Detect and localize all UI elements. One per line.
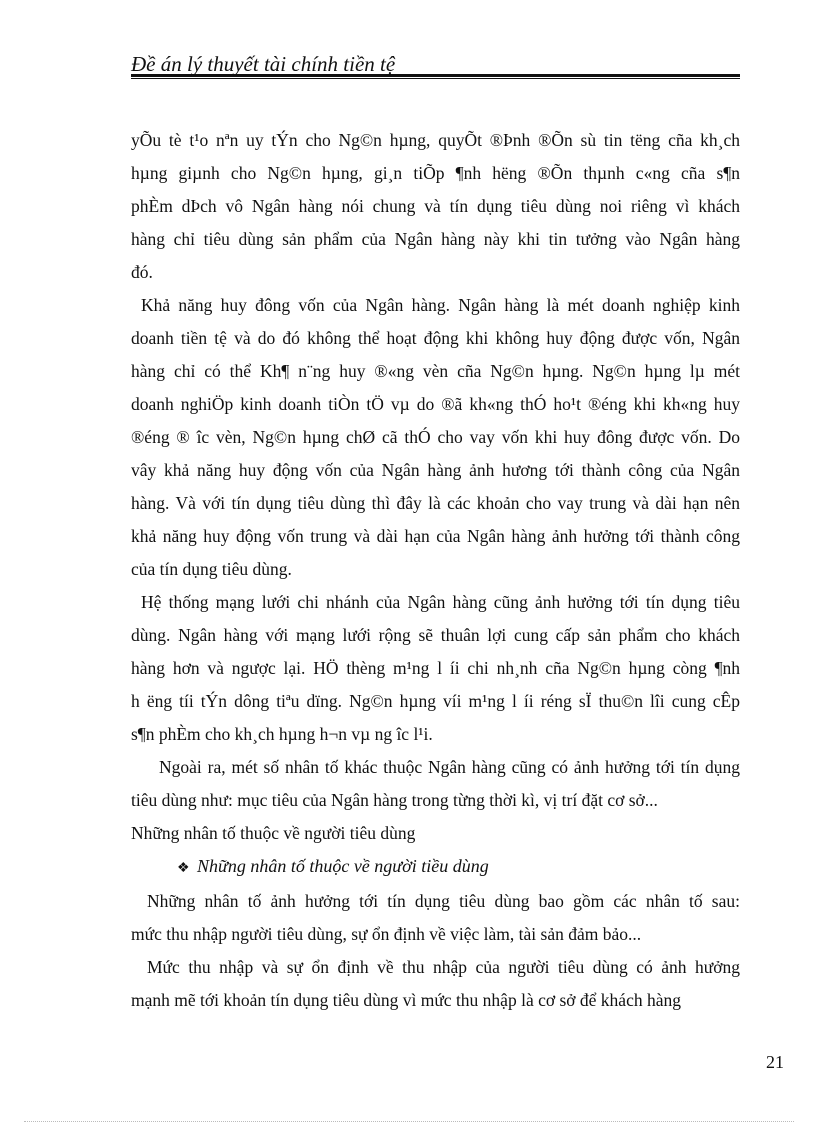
body-line: Những nhân tố ảnh hưởng tới tín dụng tiêu dùng bao gồm các nhân tố sau: <box>147 891 740 911</box>
diamond-bullet-icon: ❖ <box>177 861 190 876</box>
page-number: 21 <box>766 1052 784 1072</box>
body-line: s¶n phÈm cho kh¸ch hµng h¬n vµ ng îc l¹i. <box>131 724 433 744</box>
section-heading: Những nhân tố thuộc về người tiêu dùng <box>131 823 416 843</box>
body-line: dùng. Ngân hàng với mạng lưới rộng sẽ thuân lợi cung cấp sản phẩm cho khách <box>131 625 740 645</box>
body-line: hàng chỉ tiêu dùng sản phẩm của Ngân hàng này khi tin tưởng vào Ngân hàng <box>131 229 740 249</box>
bullet-heading <box>131 850 740 885</box>
body-line: Ngoài ra, mét số nhân tố khác thuộc Ngân hàng cũng có ảnh hưởng tới tín dụng <box>159 757 740 777</box>
body-line: ®éng ® îc vèn, Ng©n hµng chØ cã thÓ cho vay vốn khi huy đông được vốn. Do <box>131 427 740 447</box>
document-body <box>131 124 740 1017</box>
header-rule <box>131 74 740 79</box>
body-line: của tín dụng tiêu dùng. <box>131 559 292 579</box>
body-line: doanh nghiÖp kinh doanh tiÒn tÖ vµ do ®ã kh«ng thÓ ho¹t ®éng khi kh«ng huy <box>131 394 740 414</box>
body-line: h ëng tíi tÝn dông tiªu dïng. Ng©n hµng víi m¹ng l íi réng sÏ thu©n lîi cung cÊp <box>131 691 740 711</box>
body-line: Hệ thống mạng lưới chi nhánh của Ngân hàng cũng ảnh hưởng tới tín dụng tiêu <box>141 592 740 612</box>
body-line: hàng chỉ có thể Kh¶ n¨ng huy ®«ng vèn cña Ng©n hµng. Ng©n hµng lµ mét <box>131 361 740 381</box>
footer-rule <box>24 1121 794 1122</box>
body-line: phÈm dÞch vô Ngân hàng nói chung và tín dụng tiêu dùng noi riêng vì khách <box>131 196 740 216</box>
body-line: hµng giµnh cho Ng©n hµng, gi¸n tiÕp ¶nh hëng ®Õn thµnh c«ng cña s¶n <box>131 163 740 183</box>
body-line: Khả năng huy đông vốn của Ngân hàng. Ngân hàng là mét doanh nghiệp kinh <box>141 295 740 315</box>
body-line: tiêu dùng như: mục tiêu của Ngân hàng trong từng thời kì, vị trí đặt cơ sở... <box>131 790 658 810</box>
body-line: mức thu nhập người tiêu dùng, sự ổn định về việc làm, tài sản đảm bảo... <box>131 924 642 944</box>
body-line: yÕu tè t¹o nªn uy tÝn cho Ng©n hµng, quyÕt ®Þnh ®Õn sù tin tëng cña kh¸ch <box>131 130 740 150</box>
body-line: hàng hơn và ngược lại. HÖ thèng m¹ng l íi chi nh¸nh cña Ng©n hµng còng ¶nh <box>131 658 740 678</box>
body-line: doanh tiền tệ và do đó không thể hoạt động khi không huy động được vốn, Ngân <box>131 328 740 348</box>
body-line: hàng. Và với tín dụng tiêu dùng thì đây là các khoản cho vay trung và dài hạn nên <box>131 493 740 513</box>
body-line: Mức thu nhập và sự ổn định về thu nhập của người tiêu dùng có ảnh hưởng <box>147 957 740 977</box>
page-header-title: Đề án lý thuyết tài chính tiền tệ <box>131 52 396 76</box>
body-line: đó. <box>131 262 153 282</box>
body-line: khả năng huy động vốn trung và dài hạn của Ngân hàng ảnh hưởng tới thành công <box>131 526 740 546</box>
bullet-heading-text: Những nhân tố thuộc về người tiều dùng <box>197 856 489 876</box>
body-line: mạnh mẽ tới khoản tín dụng tiêu dùng vì mức thu nhập là cơ sở để khách hàng <box>131 990 681 1010</box>
body-line: vây khả năng huy động vốn của Ngân hàng ảnh hương tới thành công của Ngân <box>131 460 740 480</box>
